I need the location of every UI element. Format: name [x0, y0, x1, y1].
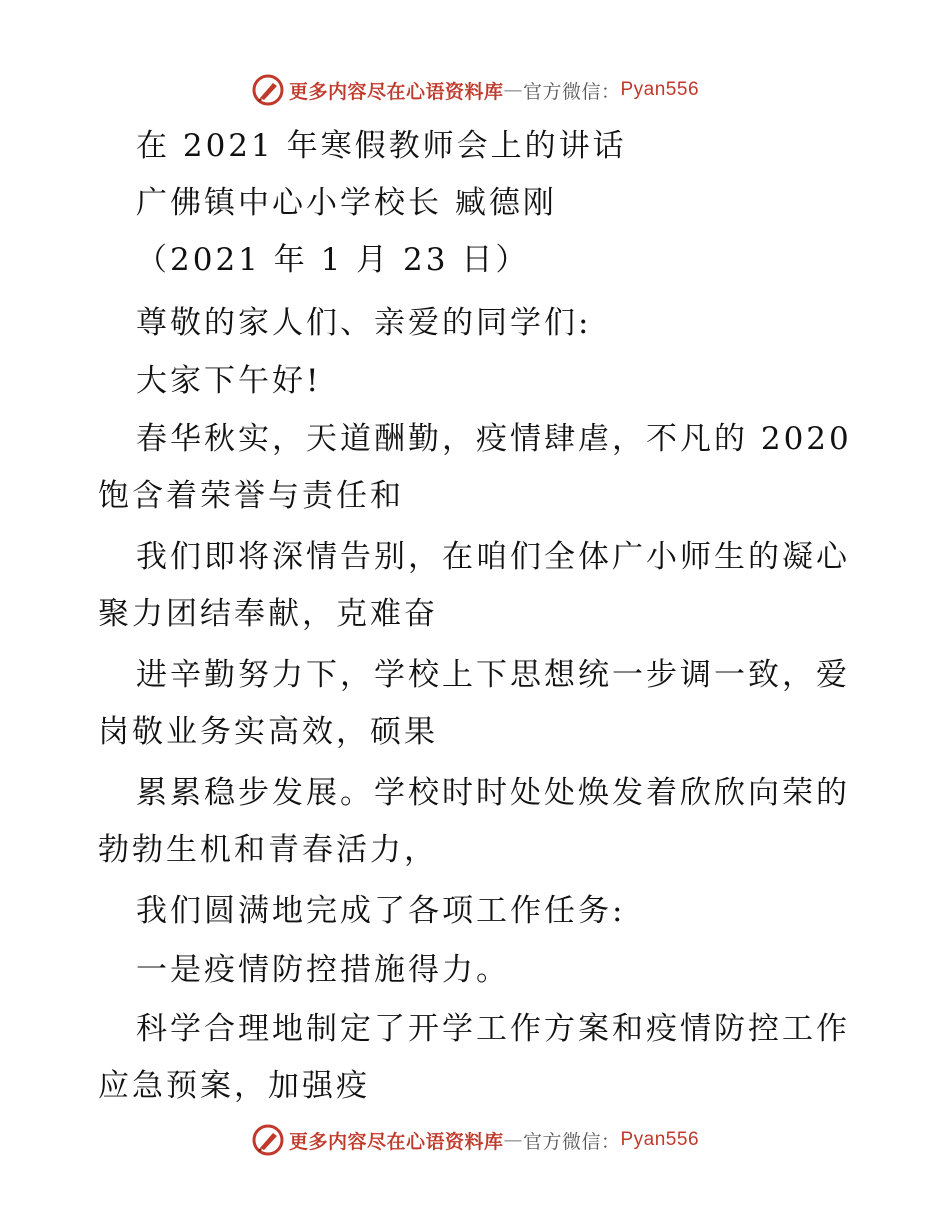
watermark-main-text: 更多内容尽在心语资料库 — [288, 80, 504, 103]
pen-logo-icon — [251, 1123, 285, 1157]
paragraph-line: 饱含着荣誉与责任和 — [98, 478, 404, 514]
document-author: 广佛镇中心小学校长 臧德刚 — [136, 185, 557, 221]
watermark-wechat-id: Pyan556 — [620, 79, 700, 100]
paragraph-line: 一是疫情防控措施得力。 — [136, 952, 510, 988]
paragraph-line: 科学合理地制定了开学工作方案和疫情防控工作 — [136, 1011, 850, 1047]
watermark-dash: — — [503, 1129, 523, 1151]
paragraph-line: 勃勃生机和青春活力， — [98, 832, 438, 868]
watermark-label: 官方微信： — [522, 80, 621, 103]
paragraph-line: 进辛勤努力下，学校上下思想统一步调一致，爱 — [136, 657, 850, 693]
document-title: 在 2021 年寒假教师会上的讲话 — [136, 128, 627, 164]
paragraph-line: 我们即将深情告别，在咱们全体广小师生的凝心 — [136, 539, 850, 575]
watermark-wechat-id: Pyan556 — [620, 1129, 700, 1150]
watermark-main-text: 更多内容尽在心语资料库 — [288, 1130, 504, 1153]
paragraph-line: 岗敬业务实高效，硕果 — [98, 714, 438, 750]
watermark-label: 官方微信： — [522, 1130, 621, 1153]
pen-logo-icon — [251, 73, 285, 107]
paragraph-line: 应急预案，加强疫 — [98, 1068, 370, 1104]
document-greeting: 大家下午好! — [136, 363, 322, 399]
footer-watermark — [0, 1120, 950, 1160]
paragraph-line: 累累稳步发展。学校时时处处焕发着欣欣向荣的 — [136, 775, 850, 811]
watermark-dash: — — [503, 79, 523, 101]
header-watermark — [0, 70, 950, 110]
paragraph-line: 我们圆满地完成了各项工作任务: — [136, 893, 626, 929]
paragraph-line: 春华秋实，天道酬勤，疫情肆虐，不凡的 2020 — [136, 421, 852, 457]
document-date: （2021 年 1 月 23 日） — [136, 242, 530, 278]
paragraph-line: 聚力团结奉献，克难奋 — [98, 596, 438, 632]
document-salutation: 尊敬的家人们、亲爱的同学们: — [136, 305, 592, 341]
